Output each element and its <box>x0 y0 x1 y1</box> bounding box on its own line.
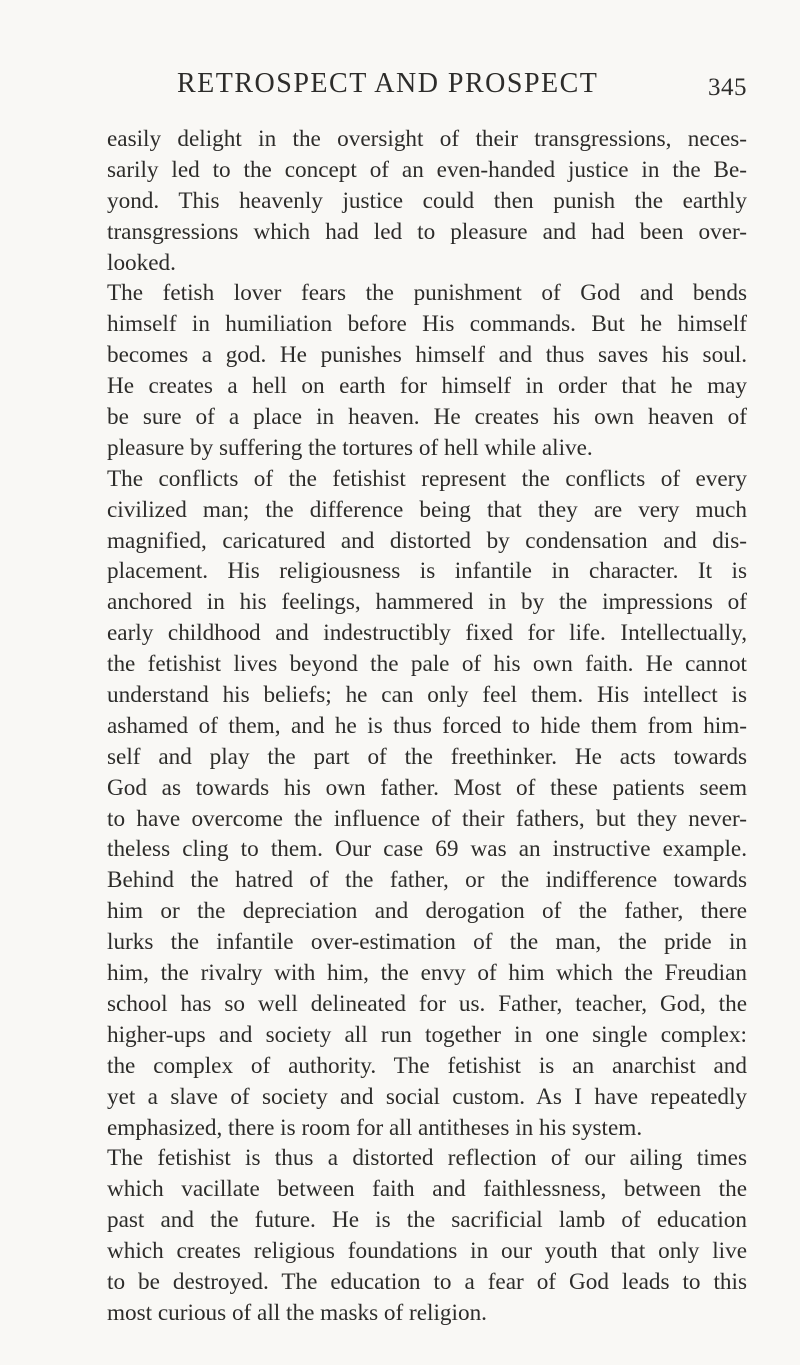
text-line: self and play the part of the freethinker. He acts towards <box>107 743 747 770</box>
text-line: ashamed of them, and he is thus forced to hide them from him- <box>107 712 747 739</box>
page-number: 345 <box>708 74 747 101</box>
text-line: which vacillate between faith and faithlessness, between the <box>107 1176 747 1203</box>
text-line: understand his beliefs; he can only feel them. His intellect is <box>107 682 747 709</box>
text-line: to have overcome the influence of their fathers, but they never- <box>107 805 747 832</box>
text-line: theless cling to them. Our case 69 was an instructive example. <box>107 836 747 863</box>
running-title: RETROSPECT AND PROSPECT <box>177 68 599 99</box>
text-line: Behind the hatred of the father, or the indifference towards <box>107 867 747 894</box>
text-line: most curious of all the masks of religion. <box>107 1299 487 1326</box>
text-line: yond. This heavenly justice could then punish the earthly <box>107 187 747 214</box>
text-line: the complex of authority. The fetishist is an anarchist and <box>107 1052 747 1079</box>
text-line: becomes a god. He punishes himself and thus saves his soul. <box>107 342 747 369</box>
text-line: emphasized, there is room for all antitheses in his system. <box>107 1114 643 1141</box>
text-line: be sure of a place in heaven. He creates his own heaven of <box>107 404 747 431</box>
text-line: sarily led to the concept of an even-handed justice in the Be- <box>107 156 747 183</box>
text-line: anchored in his feelings, hammered in by the impressions of <box>107 589 747 616</box>
text-line: magnified, caricatured and distorted by condensation and dis- <box>107 527 747 554</box>
text-line: God as towards his own father. Most of these patients seem <box>107 774 747 801</box>
text-line: yet a slave of society and social custom. As I have repeatedly <box>107 1083 747 1110</box>
text-line: himself in humiliation before His commands. But he himself <box>107 311 747 338</box>
text-line: The conflicts of the fetishist represent the conflicts of every <box>107 465 747 492</box>
text-line: to be destroyed. The education to a fear of God leads to this <box>107 1268 747 1295</box>
running-header <box>107 68 747 108</box>
text-line: looked. <box>107 249 176 276</box>
text-line: The fetish lover fears the punishment of God and bends <box>107 280 747 307</box>
text-line: him or the depreciation and derogation of the father, there <box>107 898 747 925</box>
text-line: The fetishist is thus a distorted reflection of our ailing times <box>107 1145 747 1172</box>
body-text <box>107 124 747 1329</box>
text-line: He creates a hell on earth for himself in order that he may <box>107 373 747 400</box>
text-line: easily delight in the oversight of their transgressions, neces- <box>107 126 747 152</box>
text-line: early childhood and indestructibly fixed for life. Intellectually, <box>107 620 747 647</box>
text-line: transgressions which had led to pleasure and had been over- <box>107 218 747 245</box>
text-line: the fetishist lives beyond the pale of his own faith. He cannot <box>107 651 747 678</box>
text-line: civilized man; the difference being that they are very much <box>107 496 747 523</box>
text-line: school has so well delineated for us. Father, teacher, God, the <box>107 990 747 1017</box>
text-line: pleasure by suffering the tortures of hell while alive. <box>107 434 593 461</box>
text-line: higher-ups and society all run together in one single complex: <box>107 1021 747 1048</box>
text-line: past and the future. He is the sacrificial lamb of education <box>107 1207 747 1234</box>
text-line: him, the rivalry with him, the envy of him which the Freudian <box>107 960 747 987</box>
text-line: lurks the infantile over-estimation of the man, the pride in <box>107 929 747 956</box>
text-line: which creates religious foundations in our youth that only live <box>107 1238 747 1265</box>
text-line: placement. His religiousness is infantile in character. It is <box>107 558 747 585</box>
